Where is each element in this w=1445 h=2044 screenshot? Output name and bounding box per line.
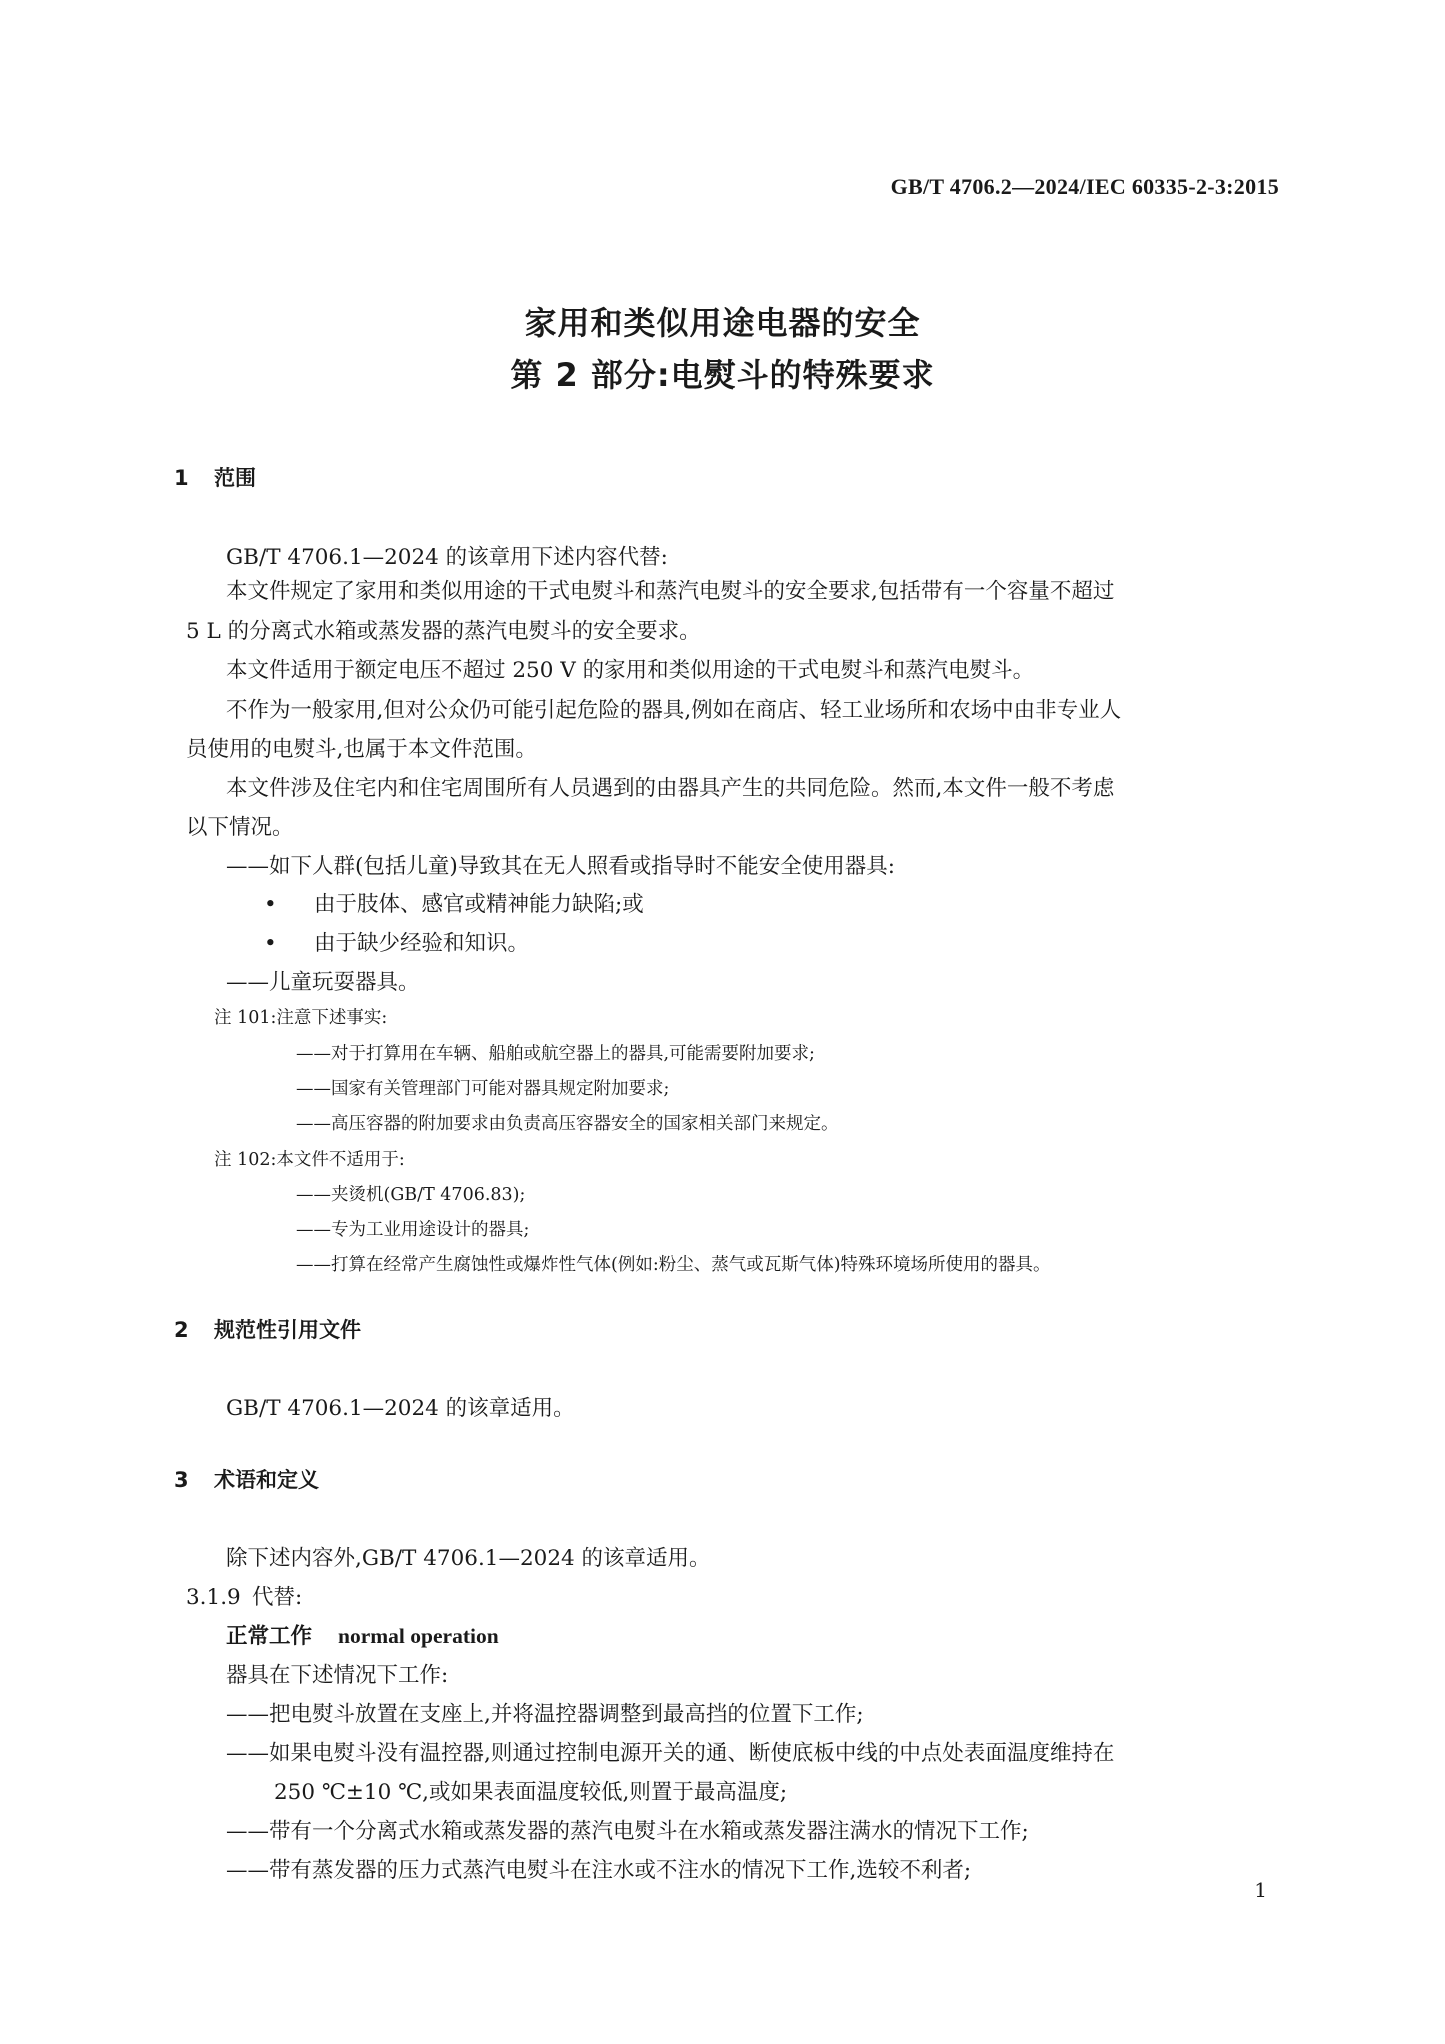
paragraph-line: 本文件规定了家用和类似用途的干式电熨斗和蒸汽电熨斗的安全要求,包括带有一个容量不超过	[226, 579, 1115, 604]
note-item: ——国家有关管理部门可能对器具规定附加要求;	[296, 1079, 670, 1099]
note-item: ——打算在经常产生腐蚀性或爆炸性气体(例如:粉尘、蒸气或瓦斯气体)特殊环境场所使用的器具。	[296, 1255, 1051, 1275]
clause-text: 代替:	[252, 1585, 303, 1610]
bullet-marker: •	[264, 931, 277, 956]
term-entry	[226, 1619, 499, 1650]
section-title: 范围	[214, 466, 256, 490]
note-102-label: 注 102:本文件不适用于:	[214, 1150, 405, 1170]
dash-item: ——带有一个分离式水箱或蒸发器的蒸汽电熨斗在水箱或蒸发器注满水的情况下工作;	[226, 1819, 1029, 1844]
term-english: normal operation	[338, 1624, 499, 1648]
paragraph-line: 5 L 的分离式水箱或蒸发器的蒸汽电熨斗的安全要求。	[186, 619, 701, 644]
document-title-line1: 家用和类似用途电器的安全	[524, 304, 921, 342]
section-number: 2	[174, 1318, 189, 1342]
bullet-item	[264, 887, 644, 918]
dash-item: ——如下人群(包括儿童)导致其在无人照看或指导时不能安全使用器具:	[226, 854, 896, 879]
dash-item: ——把电熨斗放置在支座上,并将温控器调整到最高挡的位置下工作;	[226, 1702, 864, 1727]
note-item: ——高压容器的附加要求由负责高压容器安全的国家相关部门来规定。	[296, 1114, 839, 1134]
bullet-text: 由于肢体、感官或精神能力缺陷;或	[314, 892, 644, 917]
document-title-line2: 第 2 部分:电熨斗的特殊要求	[510, 356, 935, 394]
clause-number: 3.1.9	[186, 1585, 241, 1610]
page-number: 1	[1254, 1878, 1267, 1902]
section-title: 术语和定义	[214, 1468, 319, 1492]
standard-code: GB/T 4706.2—2024/IEC 60335-2-3:2015	[890, 174, 1279, 199]
paragraph: 本文件适用于额定电压不超过 250 V 的家用和类似用途的干式电熨斗和蒸汽电熨斗。	[226, 658, 1035, 683]
section-2-heading	[174, 1314, 361, 1344]
paragraph-line: 以下情况。	[186, 815, 294, 840]
section-number: 1	[174, 466, 189, 490]
paragraph: 除下述内容外,GB/T 4706.1—2024 的该章适用。	[226, 1546, 711, 1571]
note-item: ——专为工业用途设计的器具;	[296, 1220, 530, 1240]
note-item: ——夹烫机(GB/T 4706.83);	[296, 1185, 526, 1205]
paragraph: GB/T 4706.1—2024 的该章用下述内容代替:	[226, 545, 668, 570]
paragraph-line: 本文件涉及住宅内和住宅周围所有人员遇到的由器具产生的共同危险。然而,本文件一般不考虑	[226, 776, 1115, 801]
paragraph-line: 不作为一般家用,但对公众仍可能引起危险的器具,例如在商店、轻工业场所和农场中由非专业人	[226, 698, 1122, 723]
bullet-item	[264, 926, 529, 957]
paragraph: GB/T 4706.1—2024 的该章适用。	[226, 1396, 575, 1421]
term-chinese: 正常工作	[226, 1624, 313, 1649]
bullet-text: 由于缺少经验和知识。	[314, 931, 530, 956]
note-101-label: 注 101:注意下述事实:	[214, 1008, 388, 1028]
definition-intro: 器具在下述情况下工作:	[226, 1663, 449, 1688]
dash-item-continuation: 250 ℃±10 ℃,或如果表面温度较低,则置于最高温度;	[274, 1780, 788, 1805]
dash-item: ——如果电熨斗没有温控器,则通过控制电源开关的通、断使底板中线的中点处表面温度维持在	[226, 1741, 1115, 1766]
note-item: ——对于打算用在车辆、船舶或航空器上的器具,可能需要附加要求;	[296, 1044, 815, 1064]
paragraph-line: 员使用的电熨斗,也属于本文件范围。	[186, 737, 537, 762]
section-3-heading	[174, 1464, 319, 1494]
section-title: 规范性引用文件	[214, 1318, 361, 1342]
section-number: 3	[174, 1468, 189, 1492]
dash-item: ——带有蒸发器的压力式蒸汽电熨斗在注水或不注水的情况下工作,选较不利者;	[226, 1858, 972, 1883]
bullet-marker: •	[264, 892, 277, 917]
clause-3-1-9	[186, 1580, 302, 1611]
section-1-heading	[174, 462, 256, 492]
dash-item: ——儿童玩耍器具。	[226, 970, 420, 995]
